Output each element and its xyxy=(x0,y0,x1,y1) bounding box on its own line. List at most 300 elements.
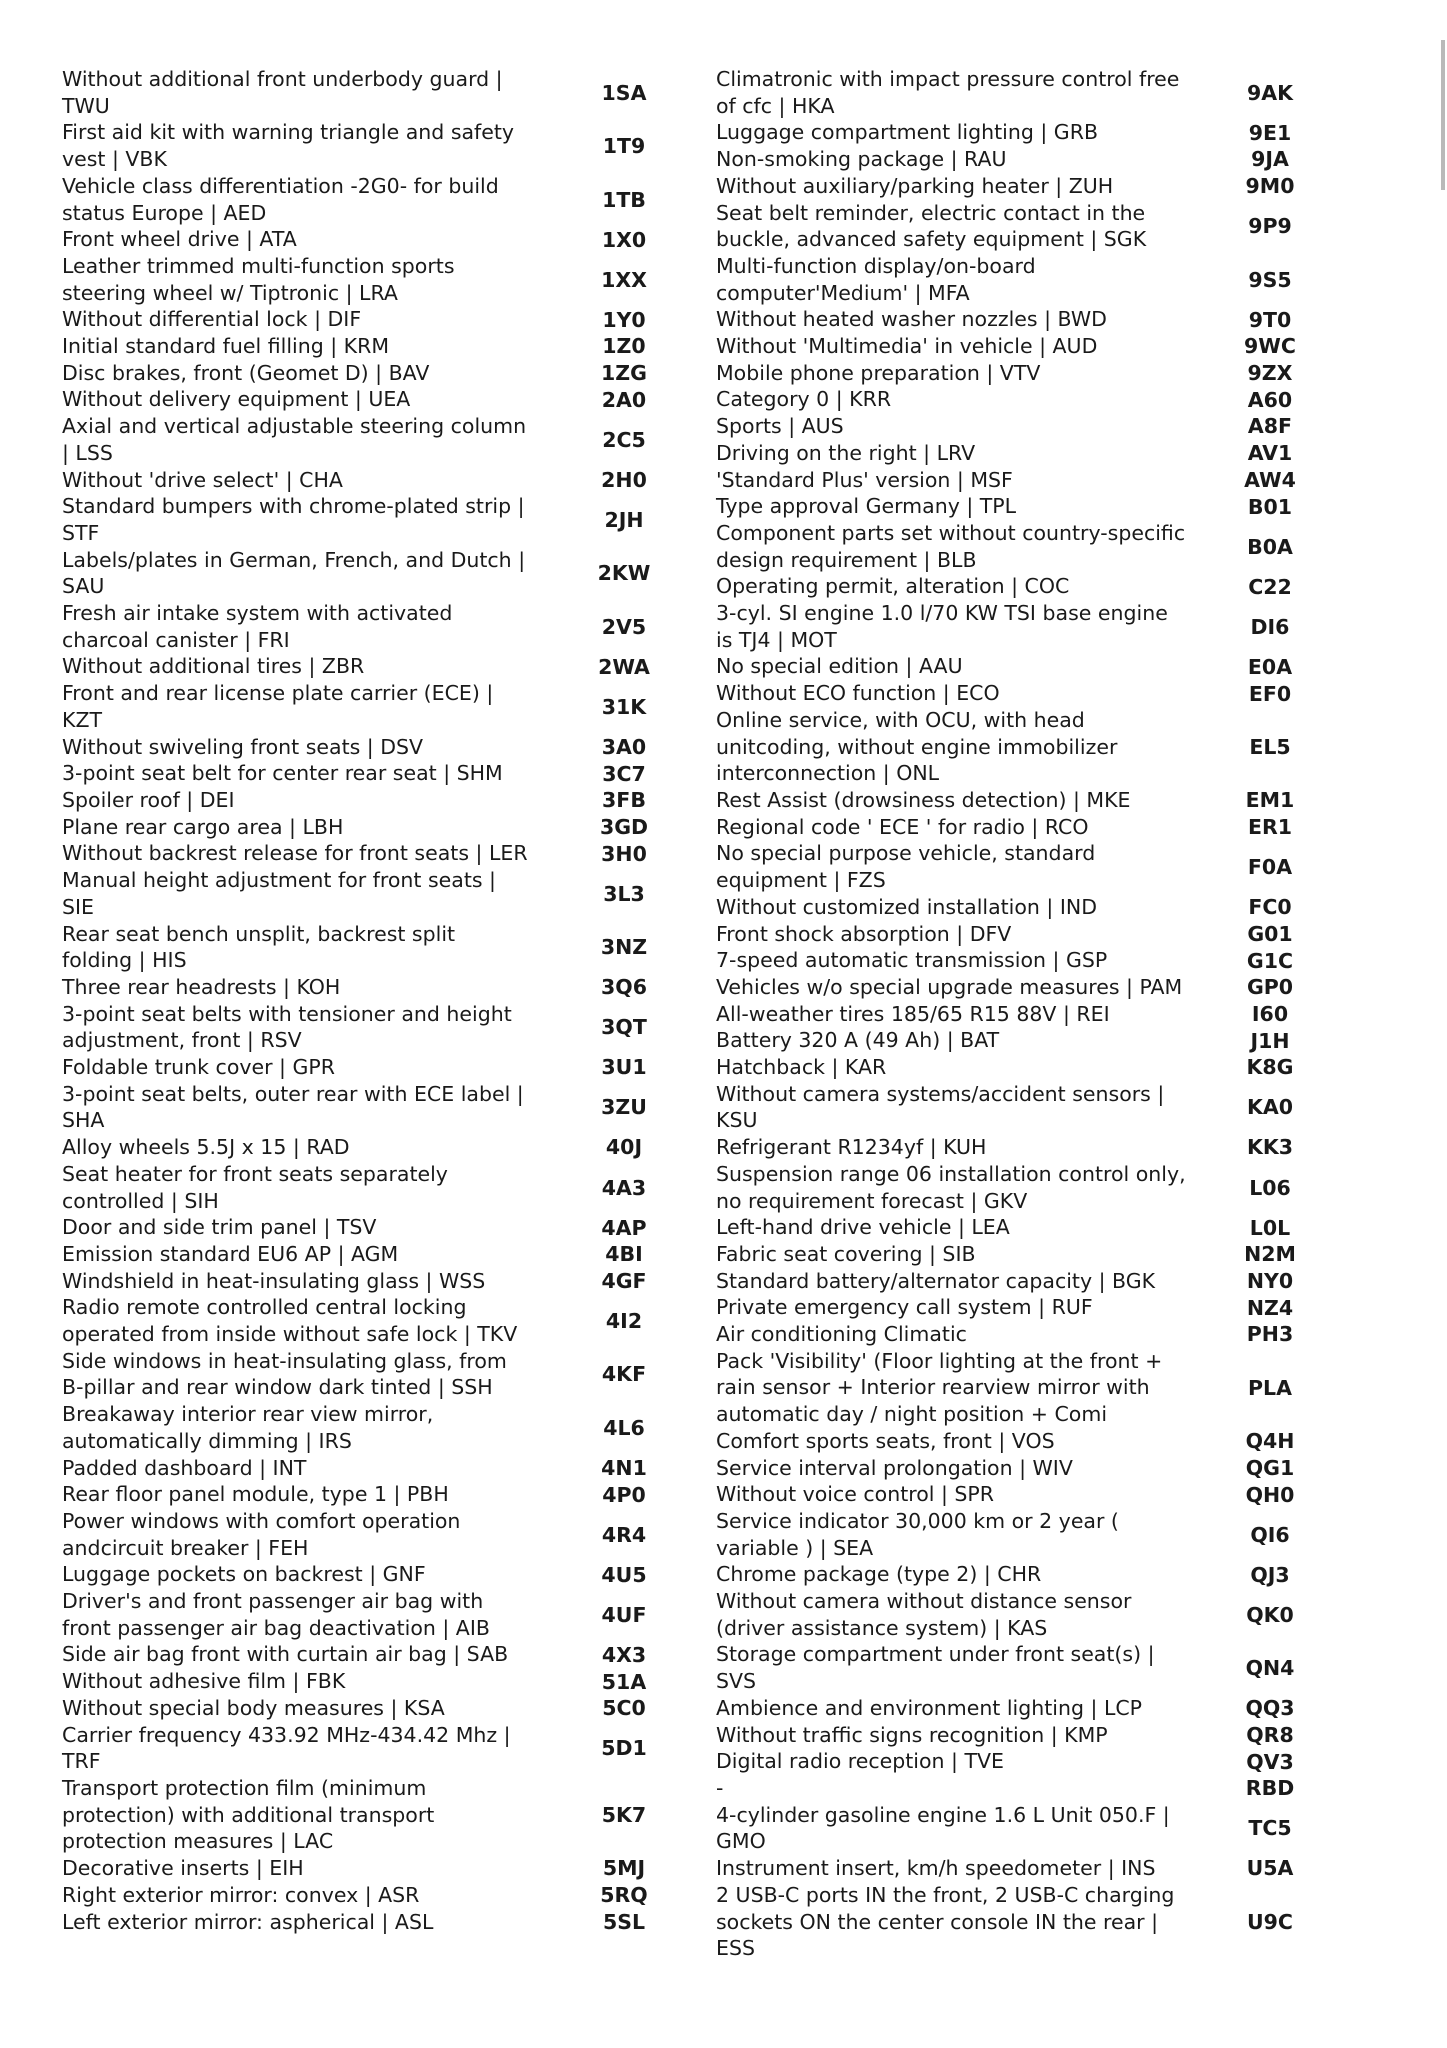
equipment-row xyxy=(58,921,718,974)
equipment-row xyxy=(58,1855,718,1882)
equipment-row xyxy=(58,119,718,172)
equipment-description: Regional code ' ECE ' for radio | RCO xyxy=(716,814,1089,839)
equipment-row xyxy=(712,921,1354,948)
equipment-row xyxy=(712,360,1354,387)
option-code: FC0 xyxy=(1248,895,1292,920)
option-code: QN4 xyxy=(1245,1656,1295,1681)
option-code: 5C0 xyxy=(602,1696,646,1721)
equipment-description: Digital radio reception | TVE xyxy=(716,1749,1004,1774)
option-code: 4L6 xyxy=(603,1415,645,1440)
equipment-row xyxy=(58,173,718,226)
equipment-row xyxy=(712,1054,1354,1081)
equipment-row xyxy=(58,493,718,546)
equipment-row xyxy=(58,974,718,1001)
equipment-row xyxy=(712,600,1354,653)
equipment-row xyxy=(58,1508,718,1561)
equipment-row xyxy=(712,894,1354,921)
option-code: EM1 xyxy=(1245,788,1295,813)
equipment-row xyxy=(712,974,1354,1001)
equipment-description: Left exterior mirror: aspherical | ASL xyxy=(62,1909,434,1934)
equipment-row xyxy=(58,306,718,333)
equipment-row xyxy=(58,734,718,761)
equipment-description: Fresh air intake system with activated charcoal canister | FRI xyxy=(62,601,453,652)
equipment-description: 3-cyl. SI engine 1.0 l/70 KW TSI base engine is TJ4 | MOT xyxy=(716,601,1168,652)
equipment-row xyxy=(712,146,1354,173)
equipment-description: Without swiveling front seats | DSV xyxy=(62,734,424,759)
option-code: RBD xyxy=(1245,1776,1295,1801)
equipment-row xyxy=(712,1882,1354,1962)
equipment-description: Without camera systems/accident sensors | KSU xyxy=(716,1081,1165,1133)
equipment-description: Radio remote controlled central locking operated from inside without safe lock | TKV xyxy=(62,1295,518,1347)
equipment-description: 4-cylinder gasoline engine 1.6 L Unit 050.F | GMO xyxy=(716,1802,1170,1854)
option-code: 1XX xyxy=(601,267,647,292)
equipment-row xyxy=(58,867,718,920)
equipment-description: 2 USB-C ports IN the front, 2 USB-C charging sockets ON the center console IN the rear | ESS xyxy=(716,1882,1175,1961)
equipment-description: Without differential lock | DIF xyxy=(62,307,362,332)
option-code: 51A xyxy=(601,1669,647,1694)
equipment-row xyxy=(58,66,718,119)
option-code: QK0 xyxy=(1246,1602,1294,1627)
option-code: G01 xyxy=(1247,921,1293,946)
equipment-description: Alloy wheels 5.5J x 15 | RAD xyxy=(62,1135,350,1160)
option-code: QV3 xyxy=(1246,1749,1294,1774)
scan-edge-mark xyxy=(1441,40,1445,190)
option-code: 9M0 xyxy=(1245,174,1295,199)
equipment-row xyxy=(58,1214,718,1241)
equipment-row xyxy=(712,253,1354,306)
equipment-row xyxy=(712,1855,1354,1882)
equipment-row xyxy=(712,520,1354,573)
equipment-description: Front wheel drive | ATA xyxy=(62,227,297,252)
equipment-row xyxy=(58,1401,718,1454)
equipment-description: Front shock absorption | DFV xyxy=(716,921,1012,946)
equipment-row xyxy=(712,333,1354,360)
equipment-description: Foldable trunk cover | GPR xyxy=(62,1055,335,1080)
equipment-description: Driver's and front passenger air bag with front passenger air bag deactivation | AIB xyxy=(62,1589,490,1640)
equipment-description: 3-point seat belts, outer rear with ECE label | SHA xyxy=(62,1081,524,1133)
option-code: U5A xyxy=(1246,1856,1294,1881)
option-code: QG1 xyxy=(1245,1455,1295,1480)
option-code: J1H xyxy=(1250,1028,1290,1053)
option-code: 1X0 xyxy=(601,227,647,252)
equipment-row xyxy=(712,173,1354,200)
equipment-description: Sports | AUS xyxy=(716,414,844,439)
equipment-row xyxy=(58,1588,718,1641)
option-code: G1C xyxy=(1246,948,1294,973)
equipment-description: Left-hand drive vehicle | LEA xyxy=(716,1215,1010,1240)
equipment-description: Breakaway interior rear view mirror, automatically dimming | IRS xyxy=(62,1402,434,1453)
equipment-description: Vehicles w/o special upgrade measures | PAM xyxy=(716,974,1183,999)
equipment-description: Multi-function display/on-board computer'Medium' | MFA xyxy=(716,253,1036,305)
equipment-row xyxy=(712,1802,1354,1855)
option-code: 1ZG xyxy=(601,361,647,386)
equipment-row xyxy=(712,1161,1354,1214)
equipment-description: Rear floor panel module, type 1 | PBH xyxy=(62,1482,449,1507)
equipment-row xyxy=(58,547,718,600)
option-code: 3QT xyxy=(601,1015,647,1040)
equipment-row xyxy=(712,947,1354,974)
option-code: U9C xyxy=(1247,1909,1293,1934)
equipment-row xyxy=(712,787,1354,814)
option-code: 3ZU xyxy=(601,1095,647,1120)
option-code: 3A0 xyxy=(601,734,647,759)
option-code: QI6 xyxy=(1250,1522,1290,1547)
equipment-row xyxy=(712,1722,1354,1749)
option-code: Q4H xyxy=(1245,1429,1295,1454)
equipment-description: Spoiler roof | DEI xyxy=(62,787,235,812)
equipment-row xyxy=(58,1054,718,1081)
equipment-description: Without heated washer nozzles | BWD xyxy=(716,307,1107,332)
equipment-description: 7-speed automatic transmission | GSP xyxy=(716,948,1108,973)
option-code: 9E1 xyxy=(1248,120,1292,145)
option-code: 3H0 xyxy=(601,841,647,866)
option-code: KA0 xyxy=(1246,1095,1293,1120)
equipment-description: 3-point seat belt for center rear seat | SHM xyxy=(62,761,503,786)
option-code: 3FB xyxy=(602,788,646,813)
option-code: ER1 xyxy=(1247,815,1293,840)
option-code: 9AK xyxy=(1246,80,1293,105)
option-code: C22 xyxy=(1248,574,1292,599)
equipment-description: Axial and vertical adjustable steering column | LSS xyxy=(62,414,527,465)
option-code: 4UF xyxy=(601,1602,647,1627)
equipment-description: Door and side trim panel | TSV xyxy=(62,1215,377,1240)
equipment-row xyxy=(58,1294,718,1347)
option-code: 1Z0 xyxy=(602,334,646,359)
option-code: 3NZ xyxy=(600,935,648,960)
option-code: 9T0 xyxy=(1248,307,1292,332)
option-code: E0A xyxy=(1247,654,1293,679)
option-code: 4P0 xyxy=(602,1482,646,1507)
equipment-description: Luggage pockets on backrest | GNF xyxy=(62,1562,426,1587)
option-code: 3C7 xyxy=(602,761,646,786)
equipment-row xyxy=(712,840,1354,893)
option-code: 31K xyxy=(601,694,647,719)
equipment-description: Without 'Multimedia' in vehicle | AUD xyxy=(716,334,1098,359)
option-code: NY0 xyxy=(1246,1268,1294,1293)
equipment-row xyxy=(58,1241,718,1268)
equipment-description: Rear seat bench unsplit, backrest split folding | HIS xyxy=(62,921,456,973)
option-code: 2H0 xyxy=(601,467,647,492)
option-code: 9WC xyxy=(1244,334,1296,359)
equipment-description: Hatchback | KAR xyxy=(716,1055,887,1080)
option-code: 4R4 xyxy=(601,1522,647,1547)
equipment-row xyxy=(712,1241,1354,1268)
equipment-row xyxy=(712,467,1354,494)
equipment-description: No special edition | AAU xyxy=(716,654,963,679)
equipment-row xyxy=(712,66,1354,119)
equipment-row xyxy=(712,1748,1354,1775)
option-code: 4X3 xyxy=(601,1642,647,1667)
equipment-row xyxy=(712,1695,1354,1722)
equipment-row xyxy=(58,386,718,413)
option-code: L06 xyxy=(1249,1175,1291,1200)
equipment-row xyxy=(712,200,1354,253)
equipment-description: Decorative inserts | EIH xyxy=(62,1856,304,1881)
option-code: F0A xyxy=(1247,855,1293,880)
option-code: 5D1 xyxy=(601,1736,647,1761)
equipment-description: Right exterior mirror: convex | ASR xyxy=(62,1882,420,1907)
equipment-row xyxy=(712,1455,1354,1482)
equipment-description: Leather trimmed multi-function sports steering wheel w/ Tiptronic | LRA xyxy=(62,253,455,305)
equipment-description: Transport protection film (minimum protection) with additional transport protection measures | LAC xyxy=(62,1776,435,1854)
equipment-description: Side air bag front with curtain air bag | SAB xyxy=(62,1642,509,1667)
option-code: 1TB xyxy=(602,187,646,212)
equipment-description: 'Standard Plus' version | MSF xyxy=(716,467,1013,492)
equipment-description: Labels/plates in German, French, and Dutch | SAU xyxy=(62,547,526,599)
equipment-description: Carrier frequency 433.92 MHz-434.42 Mhz | TRF xyxy=(62,1722,511,1774)
option-code: 9ZX xyxy=(1247,361,1293,386)
equipment-description: Standard battery/alternator capacity | BGK xyxy=(716,1268,1156,1293)
equipment-description: Without traffic signs recognition | KMP xyxy=(716,1722,1108,1747)
equipment-row xyxy=(712,493,1354,520)
equipment-description: Luggage compartment lighting | GRB xyxy=(716,120,1099,145)
option-code: B01 xyxy=(1247,494,1293,519)
option-code: 5RQ xyxy=(600,1883,648,1908)
equipment-row xyxy=(58,760,718,787)
equipment-description: Pack 'Visibility' (Floor lighting at the front + rain sensor + Interior rearview mirror with automatic day / night position + Comi xyxy=(716,1348,1163,1427)
option-code: L0L xyxy=(1249,1215,1291,1240)
equipment-row xyxy=(58,680,718,733)
equipment-description: Without 'drive select' | CHA xyxy=(62,467,343,492)
equipment-row xyxy=(58,1641,718,1668)
option-code: 4GF xyxy=(601,1268,647,1293)
equipment-row xyxy=(712,1348,1354,1428)
equipment-row xyxy=(712,119,1354,146)
equipment-description: Disc brakes, front (Geomet D) | BAV xyxy=(62,360,430,385)
equipment-row xyxy=(58,840,718,867)
equipment-row xyxy=(58,1775,718,1855)
equipment-description: Category 0 | KRR xyxy=(716,387,892,412)
equipment-row xyxy=(712,413,1354,440)
option-code: TC5 xyxy=(1248,1816,1292,1841)
equipment-row xyxy=(58,1909,718,1936)
option-code: EF0 xyxy=(1248,681,1292,706)
equipment-row xyxy=(58,1455,718,1482)
equipment-description: Three rear headrests | KOH xyxy=(62,974,341,999)
equipment-description: Without additional front underbody guard | TWU xyxy=(62,67,503,118)
option-code: A60 xyxy=(1247,387,1293,412)
equipment-description: Rest Assist (drowsiness detection) | MKE xyxy=(716,787,1131,812)
option-code: 40J xyxy=(605,1135,643,1160)
option-code: 4KF xyxy=(601,1362,647,1387)
equipment-row xyxy=(58,814,718,841)
equipment-description: Without additional tires | ZBR xyxy=(62,654,365,679)
equipment-description: Power windows with comfort operation andcircuit breaker | FEH xyxy=(62,1508,461,1560)
equipment-row xyxy=(712,680,1354,707)
option-code: 3Q6 xyxy=(601,975,647,1000)
equipment-row xyxy=(712,707,1354,787)
equipment-row xyxy=(58,333,718,360)
option-code: N2M xyxy=(1244,1242,1296,1267)
equipment-row xyxy=(712,1081,1354,1134)
option-code: 9P9 xyxy=(1248,214,1292,239)
equipment-row xyxy=(58,1348,718,1401)
equipment-description: Without adhesive film | FBK xyxy=(62,1669,346,1694)
option-code: 5SL xyxy=(602,1909,646,1934)
equipment-description: All-weather tires 185/65 R15 88V | REI xyxy=(716,1001,1110,1026)
equipment-description: - xyxy=(716,1776,724,1800)
option-code: 2WA xyxy=(598,654,650,679)
equipment-row xyxy=(58,600,718,653)
equipment-row xyxy=(58,226,718,253)
equipment-row xyxy=(58,413,718,466)
option-code: B0A xyxy=(1247,534,1293,559)
equipment-row xyxy=(58,1882,718,1909)
equipment-row xyxy=(712,814,1354,841)
equipment-row xyxy=(712,1027,1354,1054)
option-code: AW4 xyxy=(1244,467,1296,492)
option-code: QR8 xyxy=(1246,1722,1294,1747)
equipment-row xyxy=(58,1161,718,1214)
option-code: 5K7 xyxy=(601,1803,647,1828)
equipment-description: Side windows in heat-insulating glass, from B-pillar and rear window dark tinted | SSH xyxy=(62,1348,507,1400)
option-code: 2A0 xyxy=(601,387,647,412)
option-code: PLA xyxy=(1248,1375,1292,1400)
equipment-row xyxy=(712,440,1354,467)
equipment-description: Driving on the right | LRV xyxy=(716,440,976,465)
equipment-description: Instrument insert, km/h speedometer | INS xyxy=(716,1856,1156,1881)
equipment-row xyxy=(58,1695,718,1722)
equipment-description: 3-point seat belts with tensioner and height adjustment, front | RSV xyxy=(62,1001,512,1053)
equipment-row xyxy=(58,253,718,306)
equipment-description: Plane rear cargo area | LBH xyxy=(62,814,344,839)
equipment-description: Without ECO function | ECO xyxy=(716,681,1000,706)
equipment-row xyxy=(712,1481,1354,1508)
equipment-description: Private emergency call system | RUF xyxy=(716,1295,1093,1320)
equipment-row xyxy=(58,1668,718,1695)
equipment-description: Vehicle class differentiation -2G0- for build status Europe | AED xyxy=(62,173,499,225)
option-code: 4I2 xyxy=(605,1309,643,1334)
equipment-description: Climatronic with impact pressure control free of cfc | HKA xyxy=(716,67,1180,118)
equipment-row xyxy=(712,1134,1354,1161)
equipment-description: Comfort sports seats, front | VOS xyxy=(716,1428,1055,1453)
option-code: QH0 xyxy=(1245,1482,1295,1507)
equipment-row xyxy=(58,1081,718,1134)
equipment-description: Without special body measures | KSA xyxy=(62,1695,445,1720)
equipment-row xyxy=(712,1508,1354,1561)
equipment-description: Without backrest release for front seats | LER xyxy=(62,841,528,866)
option-code: 3U1 xyxy=(601,1055,647,1080)
option-code: 2C5 xyxy=(602,427,646,452)
equipment-row xyxy=(712,386,1354,413)
equipment-description: Padded dashboard | INT xyxy=(62,1455,307,1480)
equipment-row xyxy=(712,1321,1354,1348)
equipment-row xyxy=(712,1561,1354,1588)
equipment-row xyxy=(712,1268,1354,1295)
option-code: 3L3 xyxy=(603,881,645,906)
equipment-row xyxy=(58,1001,718,1054)
equipment-row xyxy=(58,1722,718,1775)
equipment-description: Standard bumpers with chrome-plated strip | STF xyxy=(62,494,525,545)
equipment-description: Windshield in heat-insulating glass | WSS xyxy=(62,1268,486,1293)
equipment-description: Service indicator 30,000 km or 2 year ( variable ) | SEA xyxy=(716,1508,1119,1560)
option-code: 4BI xyxy=(605,1242,643,1267)
equipment-description: Air conditioning Climatic xyxy=(716,1322,967,1347)
option-code: QJ3 xyxy=(1250,1562,1290,1587)
equipment-description: Without customized installation | IND xyxy=(716,894,1098,919)
equipment-row xyxy=(58,1561,718,1588)
option-code: 1T9 xyxy=(602,134,646,159)
option-code: QQ3 xyxy=(1245,1696,1295,1721)
equipment-description: Without voice control | SPR xyxy=(716,1482,995,1507)
equipment-description: Battery 320 A (49 Ah) | BAT xyxy=(716,1028,1000,1053)
option-code: 1SA xyxy=(601,80,647,105)
option-code: EL5 xyxy=(1249,734,1291,759)
equipment-row xyxy=(712,1294,1354,1321)
equipment-row xyxy=(712,306,1354,333)
equipment-row xyxy=(58,1268,718,1295)
equipment-description: Refrigerant R1234yf | KUH xyxy=(716,1135,987,1160)
equipment-description: Initial standard fuel filling | KRM xyxy=(62,334,390,359)
option-code: I60 xyxy=(1251,1001,1289,1026)
option-code: 4N1 xyxy=(601,1455,647,1480)
option-code: 2JH xyxy=(604,507,644,532)
equipment-row xyxy=(58,1481,718,1508)
equipment-row xyxy=(712,1588,1354,1641)
equipment-row xyxy=(712,653,1354,680)
option-code: K8G xyxy=(1246,1055,1294,1080)
option-code: 4A3 xyxy=(601,1175,647,1200)
equipment-row xyxy=(712,573,1354,600)
option-code: 9S5 xyxy=(1248,267,1292,292)
option-code: DI6 xyxy=(1250,614,1290,639)
equipment-description: Emission standard EU6 AP | AGM xyxy=(62,1241,399,1266)
equipment-description: Service interval prolongation | WIV xyxy=(716,1455,1073,1480)
equipment-description: Component parts set without country-specific design requirement | BLB xyxy=(716,520,1186,572)
equipment-description: Fabric seat covering | SIB xyxy=(716,1241,976,1266)
equipment-row xyxy=(58,653,718,680)
equipment-description: Ambience and environment lighting | LCP xyxy=(716,1695,1143,1720)
equipment-description: Online service, with OCU, with head unitcoding, without engine immobilizer interconnection | ONL xyxy=(716,707,1118,786)
equipment-row xyxy=(58,467,718,494)
equipment-description: Manual height adjustment for front seats | SIE xyxy=(62,868,496,919)
equipment-row xyxy=(712,1001,1354,1028)
option-code: PH3 xyxy=(1246,1322,1294,1347)
option-code: KK3 xyxy=(1246,1135,1294,1160)
equipment-row xyxy=(58,787,718,814)
equipment-description: Without camera without distance sensor (driver assistance system) | KAS xyxy=(716,1589,1132,1640)
equipment-row xyxy=(712,1428,1354,1455)
equipment-row xyxy=(712,1641,1354,1694)
equipment-description: Without auxiliary/parking heater | ZUH xyxy=(716,173,1114,198)
option-code: GP0 xyxy=(1246,975,1294,1000)
equipment-description: Seat heater for front seats separately controlled | SIH xyxy=(62,1161,448,1213)
right-column xyxy=(712,66,1354,1962)
option-code: 4U5 xyxy=(601,1562,647,1587)
option-code: 2V5 xyxy=(601,614,647,639)
equipment-description: Chrome package (type 2) | CHR xyxy=(716,1562,1042,1587)
equipment-description: Without delivery equipment | UEA xyxy=(62,387,411,412)
equipment-description: Mobile phone preparation | VTV xyxy=(716,360,1041,385)
equipment-description: Operating permit, alteration | COC xyxy=(716,574,1070,599)
equipment-description: Storage compartment under front seat(s) | SVS xyxy=(716,1642,1155,1694)
equipment-description: No special purpose vehicle, standard equipment | FZS xyxy=(716,841,1096,893)
equipment-description: Non-smoking package | RAU xyxy=(716,147,1007,172)
equipment-row xyxy=(712,1775,1354,1802)
option-code: NZ4 xyxy=(1246,1295,1294,1320)
option-code: 2KW xyxy=(597,561,651,586)
equipment-row xyxy=(58,360,718,387)
option-code: 9JA xyxy=(1251,147,1289,172)
equipment-row xyxy=(58,1134,718,1161)
equipment-description: Seat belt reminder, electric contact in the buckle, advanced safety equipment | SGK xyxy=(716,200,1147,252)
option-code: A8F xyxy=(1247,414,1293,439)
equipment-description: First aid kit with warning triangle and safety vest | VBK xyxy=(62,120,515,172)
equipment-description: Type approval Germany | TPL xyxy=(716,494,1017,519)
equipment-description: Front and rear license plate carrier (ECE) | KZT xyxy=(62,681,494,732)
equipment-row xyxy=(712,1214,1354,1241)
option-code: AV1 xyxy=(1247,441,1293,466)
